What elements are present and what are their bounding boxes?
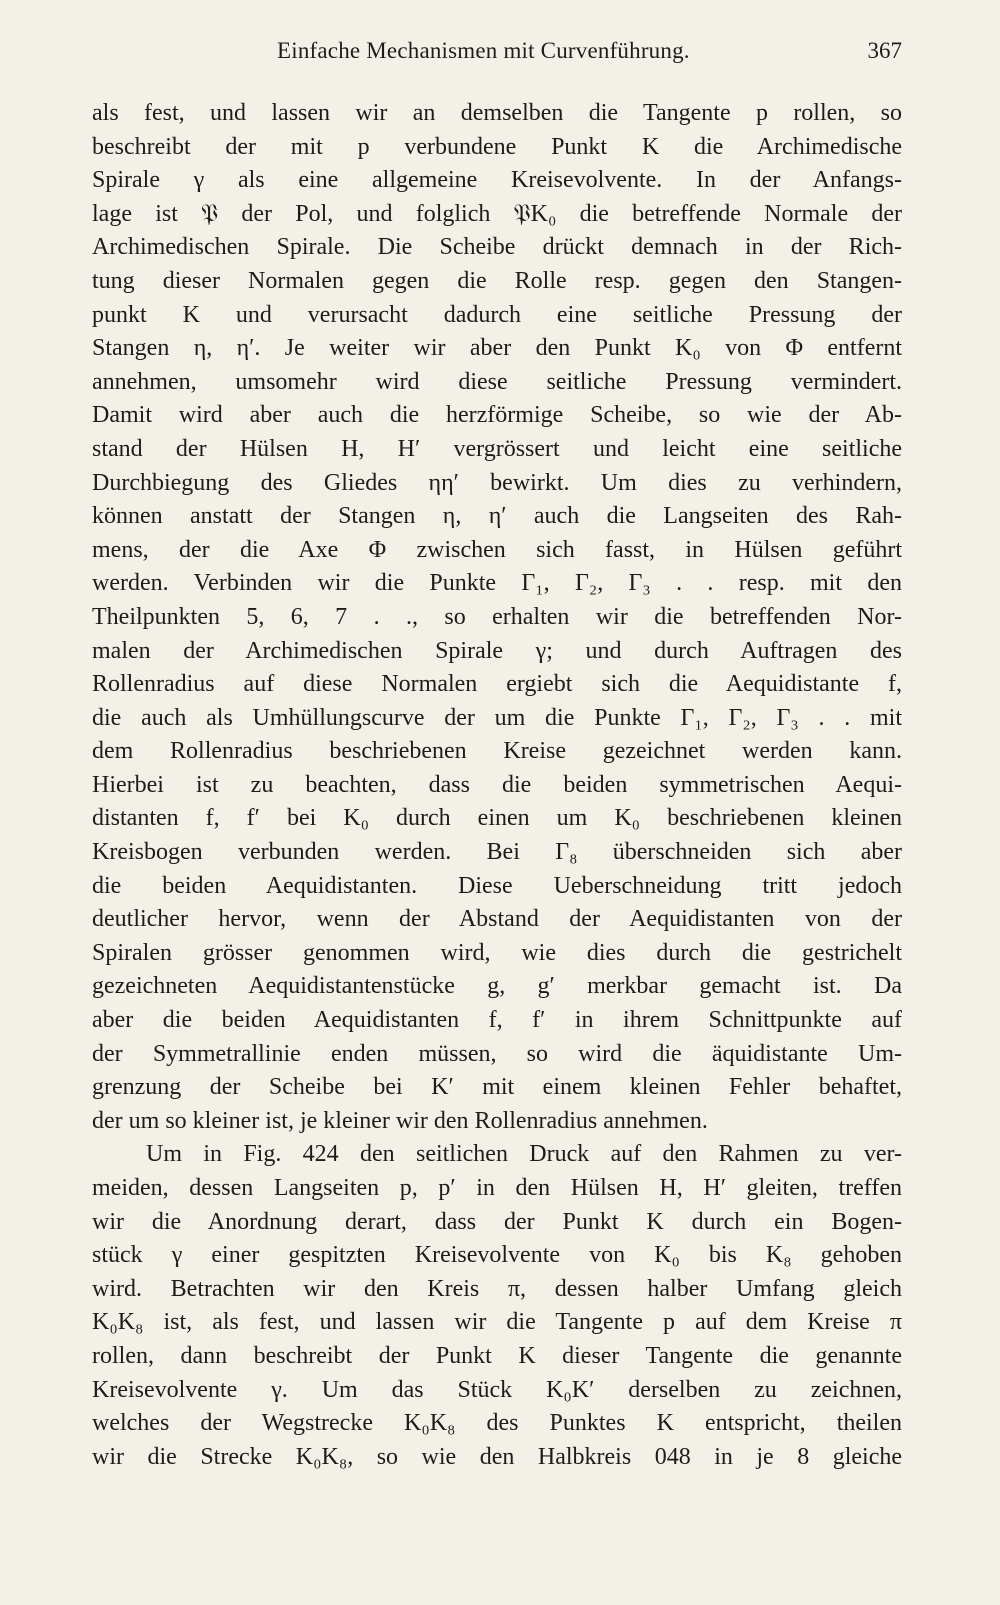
text-line: rollen, dann beschreibt der Punkt K dieser Tangente die genannte bbox=[92, 1342, 902, 1369]
page-number: 367 bbox=[867, 38, 902, 63]
text-line: gezeichneten Aequidistantenstücke g, g′ merkbar gemacht ist. Da bbox=[92, 973, 902, 1000]
text-line: Kreisevolvente γ. Um das Stück K₀K′ derselben zu zeichnen, bbox=[92, 1376, 902, 1403]
text-line: Archimedischen Spirale. Die Scheibe drückt demnach in der Rich- bbox=[92, 234, 902, 261]
text-line: können anstatt der Stangen η, η′ auch die Langseiten des Rah- bbox=[92, 503, 902, 530]
text-line: K₀K₈ ist, als fest, und lassen wir die Tangente p auf dem Kreise π bbox=[92, 1309, 902, 1336]
text-line: beschreibt der mit p verbundene Punkt K die Archimedische bbox=[92, 133, 902, 160]
text-line: malen der Archimedischen Spirale γ; und durch Auftragen des bbox=[92, 637, 902, 664]
running-title: Einfache Mechanismen mit Curvenführung. bbox=[277, 38, 690, 63]
text-line: die auch als Umhüllungscurve der um die Punkte Γ₁, Γ₂, Γ₃ . . mit bbox=[92, 704, 902, 731]
text-line: distanten f, f′ bei K₀ durch einen um K₀ beschriebenen kleinen bbox=[92, 805, 902, 832]
text-line: die beiden Aequidistanten. Diese Ueberschneidung tritt jedoch bbox=[92, 872, 902, 899]
text-line-paragraph-end: der um so kleiner ist, je kleiner wir den Rollenradius annehmen. bbox=[92, 1107, 708, 1134]
text-line: meiden, dessen Langseiten p, p′ in den Hülsen H, H′ gleiten, treffen bbox=[92, 1175, 902, 1201]
text-line: tung dieser Normalen gegen die Rolle resp. gegen den Stangen- bbox=[92, 267, 902, 294]
text-line: werden. Verbinden wir die Punkte Γ₁, Γ₂, Γ₃ . . resp. mit den bbox=[92, 570, 902, 597]
text-line: wir die Anordnung derart, dass der Punkt K durch ein Bogen- bbox=[92, 1208, 902, 1235]
text-line: wir die Strecke K₀K₈, so wie den Halbkreis 048 in je 8 gleiche bbox=[92, 1443, 902, 1470]
text-line: wird. Betrachten wir den Kreis π, dessen halber Umfang gleich bbox=[92, 1275, 902, 1302]
text-line: Hierbei ist zu beachten, dass die beiden symmetrischen Aequi- bbox=[92, 771, 902, 798]
text-line: annehmen, umsomehr wird diese seitliche Pressung vermindert. bbox=[92, 368, 902, 395]
text-line: grenzung der Scheibe bei K′ mit einem kleinen Fehler behaftet, bbox=[92, 1074, 902, 1101]
text-line: stück γ einer gespitzten Kreisevolvente von K₀ bis K₈ gehoben bbox=[92, 1242, 902, 1269]
text-line: welches der Wegstrecke K₀K₈ des Punktes K entspricht, theilen bbox=[92, 1410, 902, 1437]
body-text bbox=[92, 97, 902, 1474]
text-line: Kreisbogen verbunden werden. Bei Γ₈ überschneiden sich aber bbox=[92, 839, 902, 866]
text-line: punkt K und verursacht dadurch eine seitliche Pressung der bbox=[92, 301, 902, 328]
text-line: deutlicher hervor, wenn der Abstand der Aequidistanten von der bbox=[92, 906, 902, 933]
running-header bbox=[92, 38, 902, 72]
text-line: als fest, und lassen wir an demselben die Tangente p rollen, so bbox=[92, 100, 902, 126]
text-line: Durchbiegung des Gliedes ηη′ bewirkt. Um dies zu verhindern, bbox=[92, 469, 902, 496]
text-line: aber die beiden Aequidistanten f, f′ in ihrem Schnittpunkte auf bbox=[92, 1007, 902, 1034]
text-line: mens, der die Axe Φ zwischen sich fasst, in Hülsen geführt bbox=[92, 536, 902, 563]
text-line: Spirale γ als eine allgemeine Kreisevolvente. In der Anfangs- bbox=[92, 167, 902, 194]
text-line: der Symmetrallinie enden müssen, so wird die äquidistante Um- bbox=[92, 1040, 902, 1067]
text-line: Damit wird aber auch die herzförmige Scheibe, so wie der Ab- bbox=[92, 402, 902, 429]
text-line: Theilpunkten 5, 6, 7 . ., so erhalten wir die betreffenden Nor- bbox=[92, 603, 902, 630]
text-line: stand der Hülsen H, H′ vergrössert und leicht eine seitliche bbox=[92, 435, 902, 462]
text-line-paragraph-start: Um in Fig. 424 den seitlichen Druck auf den Rahmen zu ver- bbox=[146, 1141, 902, 1168]
text-line: Spiralen grösser genommen wird, wie dies durch die gestrichelt bbox=[92, 939, 902, 966]
text-line: Rollenradius auf diese Normalen ergiebt sich die Aequidistante f, bbox=[92, 671, 902, 698]
text-line: lage ist 𝔓 der Pol, und folglich 𝔓K₀ die betreffende Normale der bbox=[92, 200, 902, 227]
text-line: Stangen η, η′. Je weiter wir aber den Punkt K₀ von Φ entfernt bbox=[92, 335, 902, 362]
text-line: dem Rollenradius beschriebenen Kreise gezeichnet werden kann. bbox=[92, 738, 902, 765]
